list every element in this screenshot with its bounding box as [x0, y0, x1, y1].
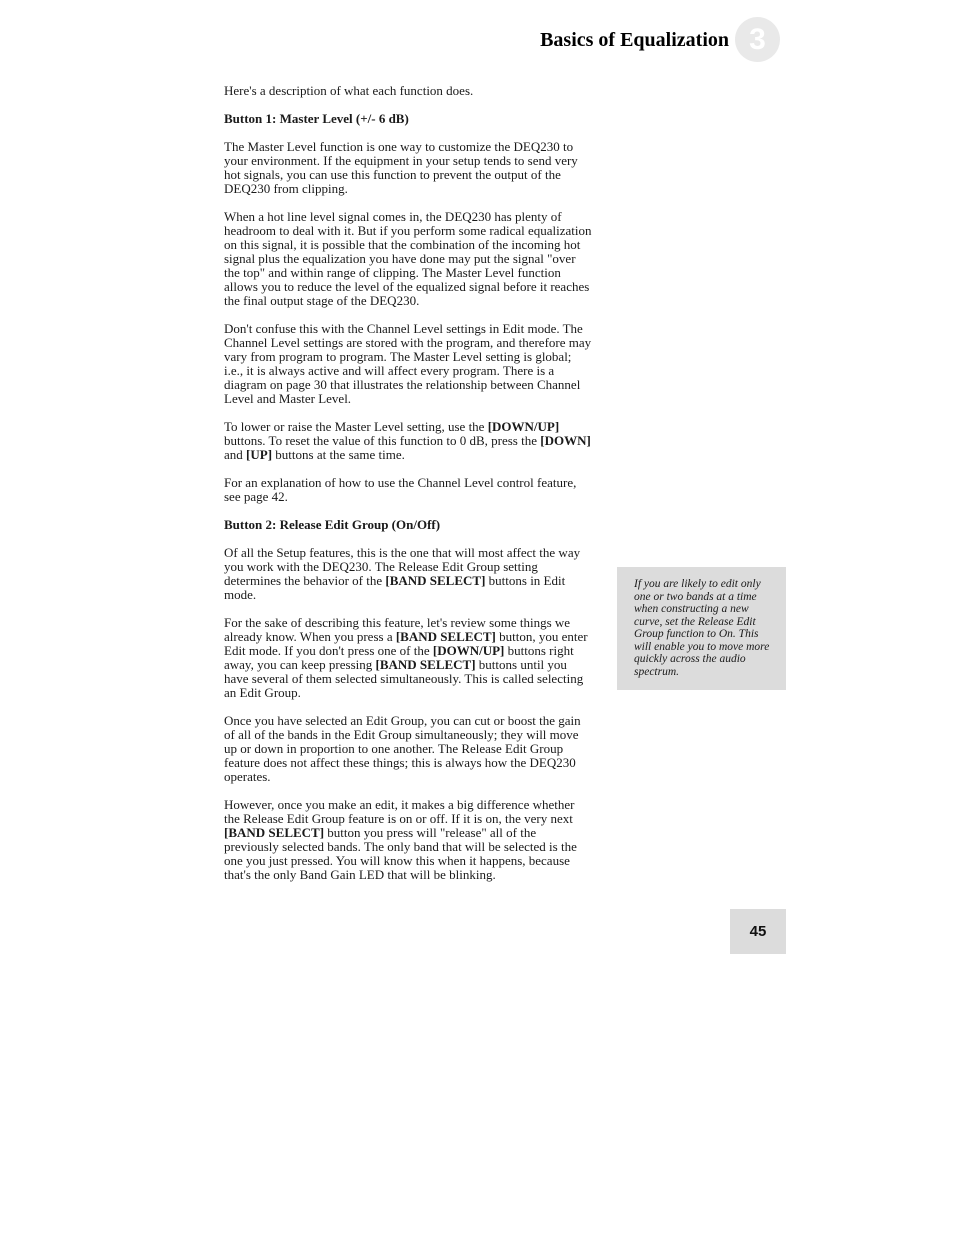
button-1-paragraph-5: For an explanation of how to use the Channel Level control feature, see page 42. — [224, 475, 577, 504]
button-2-paragraph-4 — [224, 798, 592, 882]
text-run: buttons at the same time. — [272, 447, 405, 462]
button-key-label: [DOWN] — [540, 433, 591, 448]
intro-paragraph: Here's a description of what each function does. — [224, 83, 474, 98]
text-run: For the sake of describing this feature, let's review some things we already know. When you press a — [224, 615, 571, 644]
button-key-label: [BAND SELECT] — [375, 657, 476, 672]
button-1-paragraph-3: Don't confuse this with the Channel Level settings in Edit mode. The Channel Level settings are stored with the program, and therefore may vary from program to program. The Master Level setting is global; i.e., it is always active and will affect every program. There is a diagram on page 30 that illustrates the relationship between Channel Level and Master Level. — [224, 321, 592, 406]
button-key-label: [BAND SELECT] — [385, 573, 486, 588]
page-number: 45 — [730, 909, 786, 954]
text-run: button, you enter Edit mode. If you don't press one of the — [224, 629, 588, 658]
text-run: buttons in Edit mode. — [224, 573, 566, 602]
text-run: buttons right away, you can keep pressing — [224, 643, 574, 672]
text-run: button you press will "release" all of the previously selected bands. The only band that will be selected is the one you just pressed. You will know this when it happens, because that's the only Band Gain LED that will be blinking. — [224, 825, 577, 882]
body-column — [224, 84, 592, 896]
button-1-paragraph-1: The Master Level function is one way to customize the DEQ230 to your environment. If the equipment in your setup tends to send very hot signals, you can use this function to prevent the output of the DEQ230 from clipping. — [224, 139, 578, 196]
button-key-label: [UP] — [246, 447, 273, 462]
text-run: However, once you make an edit, it makes a big difference whether the Release Edit Group feature is on or off. If it is on, the very next — [224, 797, 575, 826]
button-key-label: [BAND SELECT] — [224, 825, 325, 840]
page-title: Basics of Equalization — [540, 29, 729, 51]
button-1-paragraph-4 — [224, 420, 592, 462]
text-run: and — [224, 447, 247, 462]
text-run: buttons. To reset the value of this function to 0 dB, press the — [224, 433, 541, 448]
button-key-label: [DOWN/UP] — [487, 419, 560, 434]
button-2-heading: Button 2: Release Edit Group (On/Off) — [224, 517, 441, 532]
button-2-paragraph-3: Once you have selected an Edit Group, you can cut or boost the gain of all of the bands in the Edit Group simultaneously; they will move up or down in proportion to one another. The Release Edit Group feature does not affect these things; this is always how the DEQ230 operates. — [224, 713, 581, 784]
button-key-label: [DOWN/UP] — [432, 643, 505, 658]
text-run: To lower or raise the Master Level setting, use the — [224, 419, 488, 434]
text-run: buttons until you have several of them selected simultaneously. This is called selecting an Edit Group. — [224, 657, 584, 700]
text-run: Of all the Setup features, this is the one that will most affect the way you work with the DEQ230. The Release Edit Group setting determines the behavior of the — [224, 545, 581, 588]
button-2-paragraph-1 — [224, 546, 592, 602]
button-key-label: [BAND SELECT] — [395, 629, 496, 644]
sidebar-tip: If you are likely to edit only one or two bands at a time when constructing a new curve, set the Release Edit Group function to On. This will enable you to move more quickly across the audio spectrum. — [617, 567, 786, 690]
button-1-paragraph-2: When a hot line level signal comes in, the DEQ230 has plenty of headroom to deal with it. But if you perform some radical equalization on this signal, it is possible that the combination of the incoming hot signal plus the equalization you have done may put the signal "over the top" and within range of clipping. The Master Level function allows you to reduce the level of the equalized signal before it reaches the final output stage of the DEQ230. — [224, 209, 592, 308]
button-2-paragraph-2 — [224, 616, 592, 700]
chapter-number-badge: 3 — [735, 17, 780, 62]
button-1-heading: Button 1: Master Level (+/- 6 dB) — [224, 111, 409, 126]
